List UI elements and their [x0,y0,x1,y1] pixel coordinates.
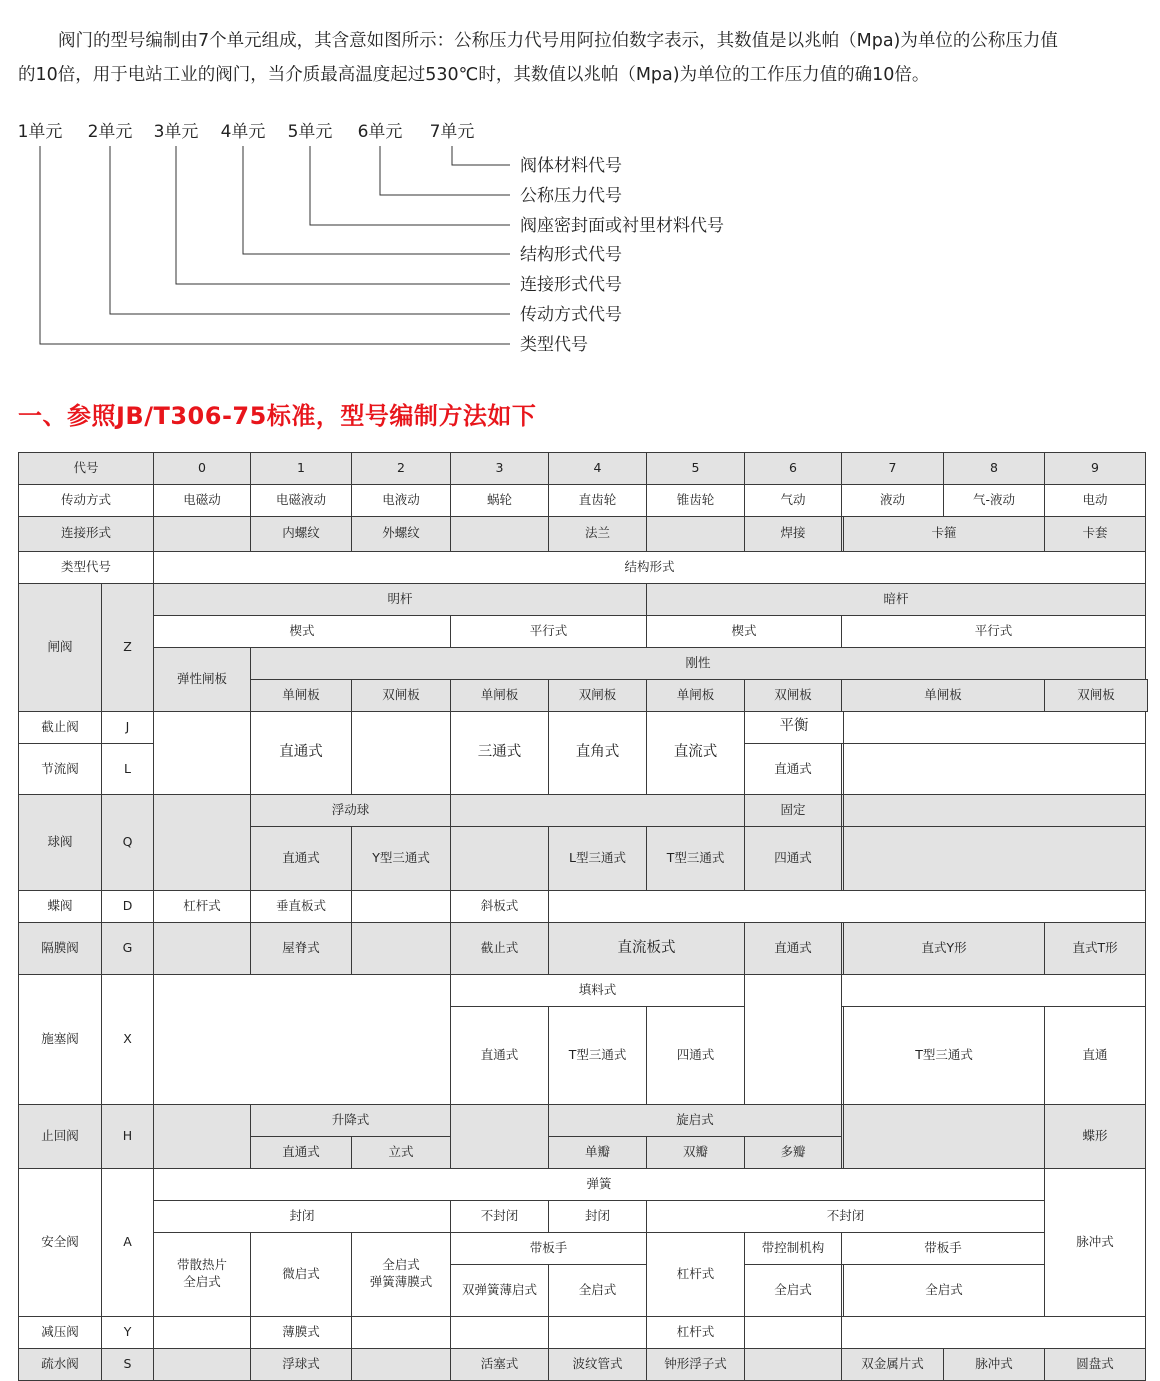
table-cell: 电磁液动 [251,485,352,517]
plug-row-1 [19,975,1148,1007]
table-cell: 杠杆式 [647,1233,745,1317]
table-cell [154,1105,251,1169]
table-cell: 脉冲式 [944,1348,1045,1380]
header-cell: 4 [549,453,647,485]
table-cell: 单闸板 [451,679,549,711]
table-cell [842,975,1146,1007]
unit-6-connector [380,146,510,195]
table-cell: 楔式 [154,615,451,647]
valve-name-reducing: 减压阀 [19,1316,102,1348]
table-cell [154,923,251,975]
table-cell [647,517,745,552]
table-cell: Y型三通式 [352,827,451,891]
diagram-label-body-material: 阀体材料代号 [520,156,622,176]
valve-name-throttle: 节流阀 [19,743,102,795]
table-cell: 不封闭 [647,1201,1045,1233]
table-cell: 三通式 [451,711,549,795]
table-cell: 直通式 [251,711,352,795]
table-cell: 四通式 [647,1007,745,1105]
table-cell: 活塞式 [451,1348,549,1380]
table-cell: 平行式 [451,615,647,647]
valve-code-safety: A [102,1169,154,1317]
unit-6-label: 6单元 [357,122,403,142]
table-cell [451,795,745,827]
gate-row-3 [19,647,1148,679]
table-cell [154,975,451,1105]
reducing-row [19,1316,1148,1348]
valve-code-plug: X [102,975,154,1105]
table-cell: 波纹管式 [549,1348,647,1380]
table-cell: 浮动球 [251,795,451,827]
valve-code-check: H [102,1105,154,1169]
table-cell: 杠杆式 [154,891,251,923]
valve-code-globe: J [102,711,154,743]
table-cell: 带板手 [451,1233,647,1265]
valve-name-gate: 闸阀 [19,583,102,711]
table-cell: 单闸板 [251,679,352,711]
header-cell: 7 [842,453,944,485]
table-cell: 脉冲式 [1045,1169,1146,1317]
row-label: 传动方式 [19,485,154,517]
unit-5-label: 5单元 [287,122,333,142]
valve-name-diaphragm: 隔膜阀 [19,923,102,975]
table-cell [154,1316,251,1348]
cell-line: 全启式 [183,1274,221,1290]
unit-7-label: 7单元 [429,122,475,142]
table-cell: 旋启式 [549,1105,842,1137]
table-cell: 直角式 [549,711,647,795]
table-cell: 电动 [1045,485,1146,517]
table-cell: 平行式 [842,615,1146,647]
table-cell: 双瓣 [647,1137,745,1169]
table-cell: 刚性 [251,647,1146,679]
intro-line-2: 的10倍，用于电站工业的阀门，当介质最高温度起过530℃时，其数值以兆帕（Mpa)为单位的工作压力值的确10倍。 [18,65,930,85]
check-row-1 [19,1105,1148,1137]
table-cell [745,975,842,1105]
diagram-label-pressure: 公称压力代号 [520,186,622,206]
table-cell: 多瓣 [745,1137,842,1169]
table-cell: 暗杆 [647,583,1146,615]
table-cell: 固定 [745,795,842,827]
table-cell [154,711,251,795]
table-cell: 不封闭 [451,1201,549,1233]
table-cell: 电液动 [352,485,451,517]
intro-line-1: 阀门的型号编制由7个单元组成，其含意如图所示：公称压力代号用阿拉伯数字表示，其数值是以兆帕（Mpa)为单位的公称压力值 [58,31,1058,51]
diagram-label-structure: 结构形式代号 [520,245,622,265]
valve-code-trap: S [102,1348,154,1380]
table-cell [745,1316,842,1348]
table-cell: 微启式 [251,1233,352,1317]
table-cell: 双闸板 [549,679,647,711]
unit-1-label: 1单元 [17,122,63,142]
table-cell: 蜗轮 [451,485,549,517]
table-cell: 单瓣 [549,1137,647,1169]
table-cell: L型三通式 [549,827,647,891]
table-cell: 弹性闸板 [154,647,251,711]
table-cell: 升降式 [251,1105,451,1137]
table-cell: 直通式 [251,1137,352,1169]
table-cell [842,1316,1146,1348]
table-cell [844,1105,1045,1169]
table-cell [549,891,1146,923]
table-cell: 明杆 [154,583,647,615]
diagram-label-type: 类型代号 [520,335,588,355]
unit-7-connector [452,146,510,165]
unit-3-label: 3单元 [153,122,199,142]
valve-name-ball: 球阀 [19,795,102,891]
row-label: 类型代号 [19,551,154,583]
gate-row-2 [19,615,1148,647]
valve-name-plug: 施塞阀 [19,975,102,1105]
cell-line: 弹簧薄膜式 [369,1274,433,1290]
header-cell: 1 [251,453,352,485]
diagram-label-transmission: 传动方式代号 [520,305,622,325]
header-cell: 6 [745,453,842,485]
table-cell: 封闭 [154,1201,451,1233]
valve-name-butterfly: 蝶阀 [19,891,102,923]
table-cell: 直通 [1045,1007,1146,1105]
table-cell: 直通式 [745,923,842,975]
section-heading: 一、参照JB/T306-75标准，型号编制方法如下 [18,402,537,430]
valve-name-globe: 截止阀 [19,711,102,743]
table-cell: 内螺纹 [251,517,352,552]
unit-4-label: 4单元 [220,122,266,142]
table-cell [352,711,451,795]
table-cell: 填料式 [451,975,745,1007]
table-cell: 屋脊式 [251,923,352,975]
table-cell: 立式 [352,1137,451,1169]
table-cell: 垂直板式 [251,891,352,923]
table-cell: 全启式 [549,1265,647,1317]
row-label: 连接形式 [19,517,154,552]
butterfly-row [19,891,1148,923]
globe-row [19,711,1148,743]
table-cell: 双闸板 [352,679,451,711]
trap-row [19,1348,1148,1380]
table-cell: 全启式 [745,1265,842,1317]
model-unit-diagram [0,112,760,362]
table-cell [352,1316,451,1348]
table-cell: T型三通式 [844,1007,1045,1105]
table-cell: 直式Y形 [844,923,1045,975]
header-cell: 0 [154,453,251,485]
table-cell: 浮球式 [251,1348,352,1380]
valve-code-table [18,452,1148,1381]
unit-3-connector [176,146,510,284]
table-cell [154,795,251,891]
table-cell: 卡箍 [844,517,1045,552]
table-cell: 双闸板 [745,679,842,711]
header-cell: 2 [352,453,451,485]
table-cell [844,711,1146,743]
table-cell: 直流式 [647,711,745,795]
table-cell [451,1105,549,1169]
table-cell [352,891,451,923]
table-cell: 钟形浮子式 [647,1348,745,1380]
table-cell: 封闭 [549,1201,647,1233]
table-cell: 电磁动 [154,485,251,517]
table-cell: T型三通式 [549,1007,647,1105]
table-cell [352,923,451,975]
cell-line: 带散热片 [177,1257,228,1273]
table-cell: 带控制机构 [745,1233,842,1265]
header-cell: 9 [1045,453,1146,485]
table-cell: 法兰 [549,517,647,552]
table-cell: 直通式 [451,1007,549,1105]
table-cell [451,1316,549,1348]
header-cell: 5 [647,453,745,485]
table-cell [154,1348,251,1380]
table-cell: 杠杆式 [647,1316,745,1348]
table-cell: 圆盘式 [1045,1348,1146,1380]
table-cell [352,1233,451,1317]
header-cell: 3 [451,453,549,485]
gate-row-1 [19,583,1148,615]
safety-row-1 [19,1169,1148,1201]
valve-name-check: 止回阀 [19,1105,102,1169]
table-cell: 直流板式 [549,923,745,975]
unit-5-connector [310,146,510,225]
table-cell: 双金属片式 [842,1348,944,1380]
valve-code-reducing: Y [102,1316,154,1348]
table-cell: 液动 [842,485,944,517]
table-cell: 带板手 [842,1233,1045,1265]
table-cell: 楔式 [647,615,842,647]
valve-code-diaphragm: G [102,923,154,975]
table-cell [352,1348,451,1380]
diaphragm-row [19,923,1148,975]
table-cell: 弹簧 [154,1169,1045,1201]
table-cell: T型三通式 [647,827,745,891]
table-cell [844,743,1146,795]
table-cell: 四通式 [745,827,842,891]
table-cell: 斜板式 [451,891,549,923]
table-cell: 蝶形 [1045,1105,1146,1169]
connection-row [19,517,1148,552]
header-row [19,453,1148,485]
table-cell: 直通式 [745,743,842,795]
table-cell: 单闸板 [647,679,745,711]
valve-code-throttle: L [102,743,154,795]
cell-line: 全启式 [382,1257,420,1273]
table-cell: 双闸板 [1045,679,1148,711]
structure-header: 结构形式 [154,551,1146,583]
valve-code-ball: Q [102,795,154,891]
table-cell: 平衡 [745,711,844,743]
table-cell [745,1348,842,1380]
table-cell [154,1233,251,1317]
valve-code-gate: Z [102,583,154,711]
table-cell [844,827,1146,891]
table-cell: 卡套 [1045,517,1146,552]
table-cell: 薄膜式 [251,1316,352,1348]
table-cell: 直通式 [251,827,352,891]
ball-row-1 [19,795,1148,827]
intro-paragraph [18,24,1160,92]
type-structure-row [19,551,1148,583]
diagram-label-seal-material: 阀座密封面或衬里材料代号 [520,216,724,236]
table-cell [451,517,549,552]
valve-name-trap: 疏水阀 [19,1348,102,1380]
table-cell: 气动 [745,485,842,517]
table-cell: 截止式 [451,923,549,975]
table-cell [451,827,549,891]
table-cell: 外螺纹 [352,517,451,552]
table-cell: 焊接 [745,517,842,552]
header-cell: 代号 [19,453,154,485]
unit-2-label: 2单元 [87,122,133,142]
unit-4-connector [243,146,510,254]
table-cell: 单闸板 [842,679,1045,711]
table-cell: 直式T形 [1045,923,1146,975]
table-cell [844,795,1146,827]
header-cell: 8 [944,453,1045,485]
valve-name-safety: 安全阀 [19,1169,102,1317]
table-cell: 直齿轮 [549,485,647,517]
table-cell: 气-液动 [944,485,1045,517]
safety-row-3 [19,1233,1148,1265]
table-cell: 双弹簧薄启式 [451,1265,549,1317]
valve-code-butterfly: D [102,891,154,923]
safety-row-2 [19,1201,1148,1233]
table-cell [154,517,251,552]
diagram-label-connection: 连接形式代号 [520,275,622,295]
transmission-row [19,485,1148,517]
table-cell: 全启式 [844,1265,1045,1317]
table-cell: 锥齿轮 [647,485,745,517]
table-cell [549,1316,647,1348]
